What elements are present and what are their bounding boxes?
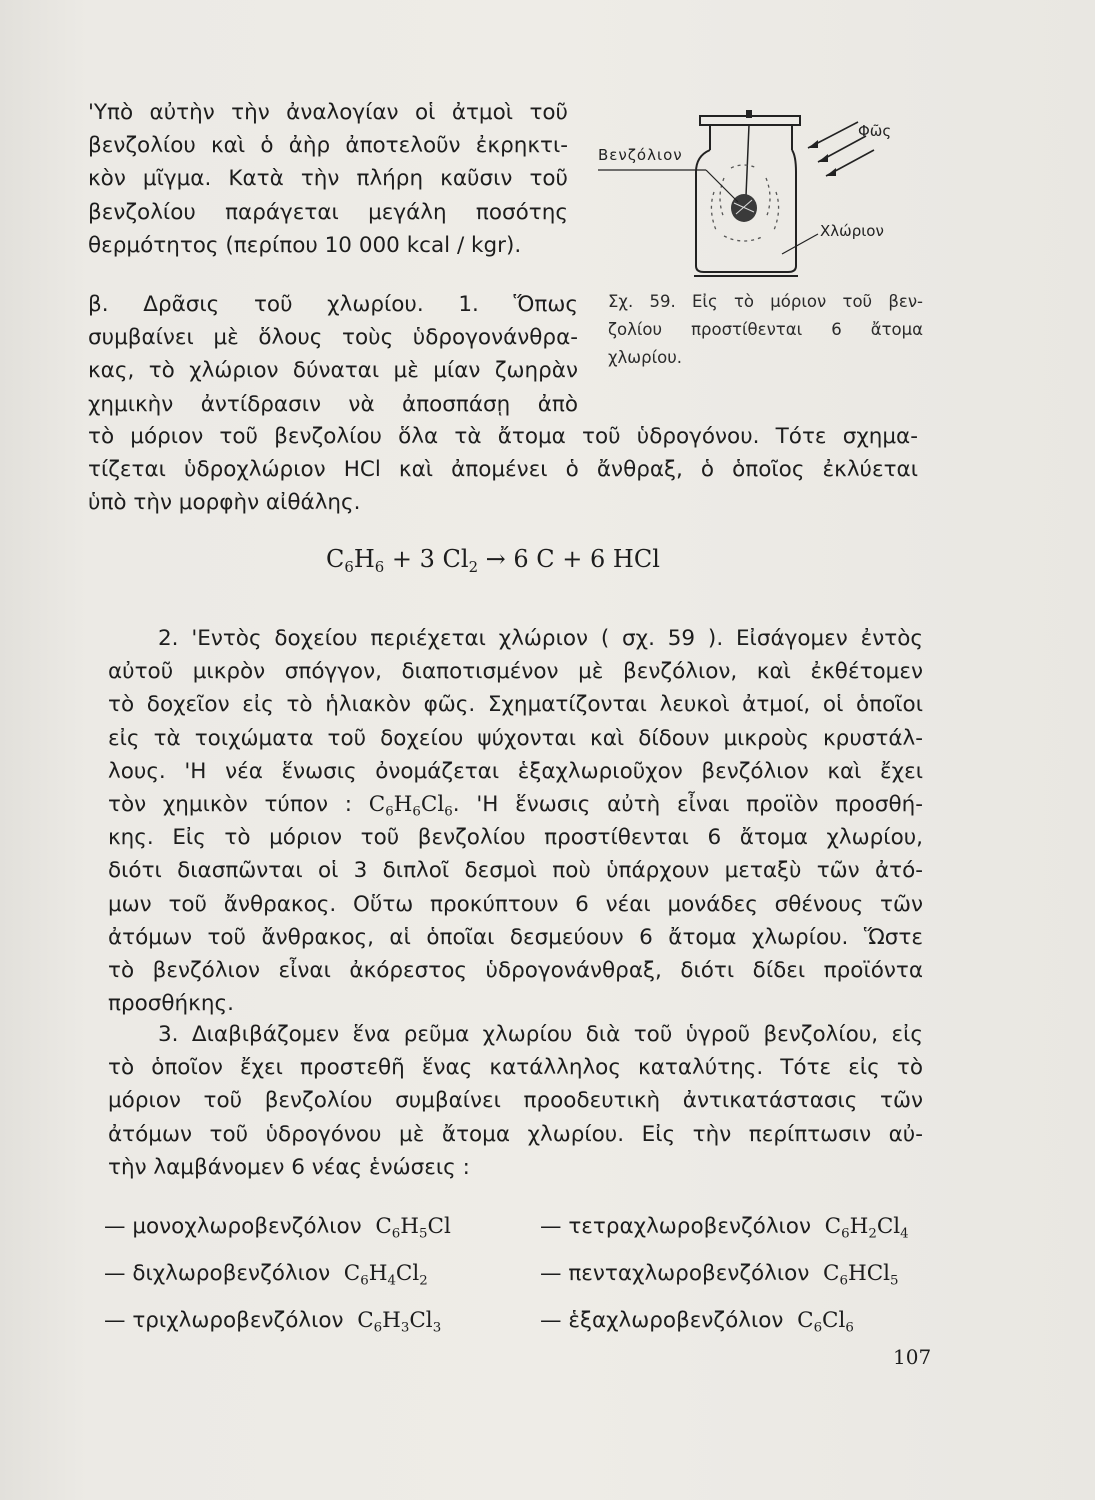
- intro-line: θερμότητος (περίπου 10 000 kcal / kgr).: [88, 232, 522, 258]
- eq-cl: + 3 Cl: [384, 545, 469, 573]
- compound-row: [104, 1203, 451, 1250]
- intro-line: βενζολίου παράγεται μεγάλη ποσότης: [88, 199, 568, 225]
- figure-caption: [608, 288, 923, 372]
- eq-sub: 6: [344, 557, 354, 576]
- p2-line: διότι διασπῶνται οἱ 3 διπλοῖ δεσμοὶ ποὺ ὑπάρχουν μεταξὺ τῶν ἀτό-: [108, 858, 923, 884]
- compound-formula: $C_6Cl_6$: [797, 1308, 854, 1336]
- compound-formula: $C_6H_3Cl_3$: [357, 1308, 442, 1336]
- light-arrowheads: [808, 140, 836, 176]
- section-b-line: κας, τὸ χλώριον δύναται μὲ μίαν ζωηρὰν: [88, 358, 578, 384]
- eq-sub: 2: [468, 557, 479, 576]
- compound-formula: $C_6H_5Cl$: [375, 1214, 451, 1242]
- hexachloride-formula: $C_6H_6Cl_6$: [368, 792, 453, 820]
- compound-formula: $C_6H_2Cl_4$: [824, 1214, 909, 1242]
- page-number: 107: [893, 1345, 932, 1369]
- eq-sub: 6: [374, 557, 385, 576]
- p3-line: ἀτόμων τοῦ ὑδρογόνου μὲ ἄτομα χλωρίου. Εἰς τὴν περίπτωσιν αὐ-: [108, 1121, 923, 1147]
- paragraph-2: [108, 622, 923, 1020]
- p2-line: μων τοῦ ἄνθρακος. Οὕτω προκύπτουν 6 νέαι μονάδες σθένους τῶν: [108, 891, 923, 917]
- section-b-line: χημικὴν ἀντίδρασιν νὰ ἀποσπάσῃ ἀπὸ: [88, 391, 578, 417]
- p2-line: εἰς τὰ τοιχώματα τοῦ δοχείου ψύχονται καὶ δίδουν μικροὺς κρυστάλ-: [108, 725, 923, 751]
- p2-formula-line: τὸν χημικὸν τύπον : $C_6H_6Cl_6$. 'Η ἕνωσις αὐτὴ εἶναι προϊὸν προσθή-: [108, 792, 923, 820]
- intro-line: 'Υπὸ αὐτὴν τὴν ἀναλογίαν οἱ ἀτμοὶ τοῦ: [88, 100, 568, 125]
- compound-row: [540, 1250, 909, 1297]
- eq-h: H: [353, 545, 375, 573]
- paragraph-3: [108, 1018, 923, 1184]
- compound-row: [104, 1250, 451, 1297]
- compound-name: — πενταχλωροβενζόλιον: [540, 1261, 810, 1286]
- benzene-chlorination-equation: [326, 545, 660, 576]
- p3-line: τὴν λαμβάνομεν 6 νέας ἑνώσεις :: [108, 1154, 470, 1180]
- section-b-line: ὑπὸ τὴν μορφὴν αἰθάλης.: [88, 490, 361, 516]
- p3-line: μόριον τοῦ βενζολίου συμβαίνει προοδευτικὴ ἀντικατάστασις τῶν: [108, 1088, 923, 1114]
- p2-formula-pre: τὸν χημικὸν τύπον :: [108, 792, 352, 818]
- light-label: Φῶς: [858, 122, 892, 140]
- sponge-wire: [746, 125, 749, 196]
- p3-line: 3. Διαβιβάζομεν ἕνα ρεῦμα χλωρίου διὰ τοῦ ὑγροῦ βενζολίου, εἰς: [158, 1022, 923, 1047]
- compound-name: — τετραχλωροβενζόλιον: [540, 1214, 811, 1239]
- compound-name: — τριχλωροβενζόλιον: [104, 1308, 344, 1333]
- compound-formula: $C_6HCl_5$: [823, 1261, 899, 1289]
- figure-jar-diagram: [596, 108, 936, 283]
- p3-line: τὸ ὁποῖον ἔχει προστεθῆ ἕνας κατάλληλος καταλύτης. Τότε εἰς τὸ: [108, 1055, 923, 1081]
- caption-line: χλωρίου.: [608, 348, 683, 367]
- eq-products: 6 C + 6 HCl: [513, 545, 660, 573]
- compound-row: [540, 1203, 909, 1250]
- intro-paragraph: [88, 96, 568, 262]
- benzene-pointer: [706, 170, 738, 202]
- section-b-continuation: [88, 420, 918, 520]
- section-b-line: συμβαίνει μὲ ὅλους τοὺς ὑδρογονάνθρα-: [88, 325, 578, 351]
- intro-line: βενζολίου καὶ ὁ ἀὴρ ἀποτελοῦν ἐκρηκτι-: [88, 133, 568, 159]
- caption-line: ζολίου προστίθενται 6 ἄτομα: [608, 320, 923, 339]
- jar-neck: [710, 125, 792, 150]
- p2-line: λους. 'Η νέα ἕνωσις ὀνομάζεται ἑξαχλωριοῦχον βενζόλιον καὶ ἔχει: [108, 758, 923, 784]
- eq-c: C: [326, 545, 345, 573]
- caption-line: Σχ. 59. Εἰς τὸ μόριον τοῦ βεν-: [608, 292, 923, 311]
- compound-name: — διχλωροβενζόλιον: [104, 1261, 331, 1286]
- p2-line: τὸ δοχεῖον εἰς τὸ ἡλιακὸν φῶς. Σχηματίζονται λευκοὶ ἀτμοί, οἱ ὁποῖοι: [108, 692, 923, 718]
- compound-formula: $C_6H_4Cl_2$: [343, 1261, 428, 1289]
- p2-line: 2. 'Εντὸς δοχείου περιέχεται χλώριον ( σχ. 59 ). Εἰσάγομεν ἐντὸς: [158, 626, 923, 651]
- jar-lid-knob: [746, 110, 752, 118]
- p2-line: κης. Εἰς τὸ μόριον τοῦ βενζολίου προστίθενται 6 ἄτομα χλωρίου,: [108, 825, 923, 851]
- p2-line: τὸ βενζόλιον εἶναι ἀκόρεστος ὑδρογονάνθραξ, διότι δίδει προϊόντα: [108, 958, 923, 984]
- intro-line: κὸν μῖγμα. Κατὰ τὴν πλήρη καῦσιν τοῦ: [88, 166, 568, 192]
- compound-name: — ἑξαχλωροβενζόλιον: [540, 1308, 784, 1333]
- chlorine-pointer: [782, 234, 818, 254]
- p2-line: αὐτοῦ μικρὸν σπόγγον, διαποτισμένον μὲ βενζόλιον, καὶ ἐκθέτομεν: [108, 659, 923, 685]
- section-b-paragraph: [88, 288, 578, 421]
- p2-formula-post: 'Η ἕνωσις αὐτὴ εἶναι προϊὸν προσθή-: [476, 792, 923, 818]
- section-b-heading-line: β. Δρᾶσις τοῦ χλωρίου. 1. Ὅπως: [88, 292, 578, 317]
- p2-line: προσθήκης.: [108, 991, 234, 1017]
- chlorine-label: Χλώριον: [820, 222, 884, 240]
- compound-row: [104, 1297, 451, 1344]
- section-b-line: τὸ μόριον τοῦ βενζολίου ὅλα τὰ ἄτομα τοῦ ὑδρογόνου. Τότε σχημα-: [88, 424, 918, 449]
- p2-line: ἀτόμων τοῦ ἄνθρακος, αἱ ὁποῖαι δεσμεύουν 6 ἄτομα χλωρίου. Ὥστε: [108, 924, 923, 950]
- eq-arrow: →: [478, 545, 514, 573]
- compound-name: — μονοχλωροβενζόλιον: [104, 1214, 362, 1239]
- benzene-label: Βενζόλιον: [598, 146, 683, 164]
- section-b-line: τίζεται ὑδροχλώριον HCl καὶ ἀπομένει ὁ ἄνθραξ, ὁ ὁποῖος ἐκλύεται: [88, 457, 918, 483]
- compound-row: [540, 1297, 909, 1344]
- compound-list-right: [540, 1203, 909, 1344]
- compound-list-left: [104, 1203, 451, 1344]
